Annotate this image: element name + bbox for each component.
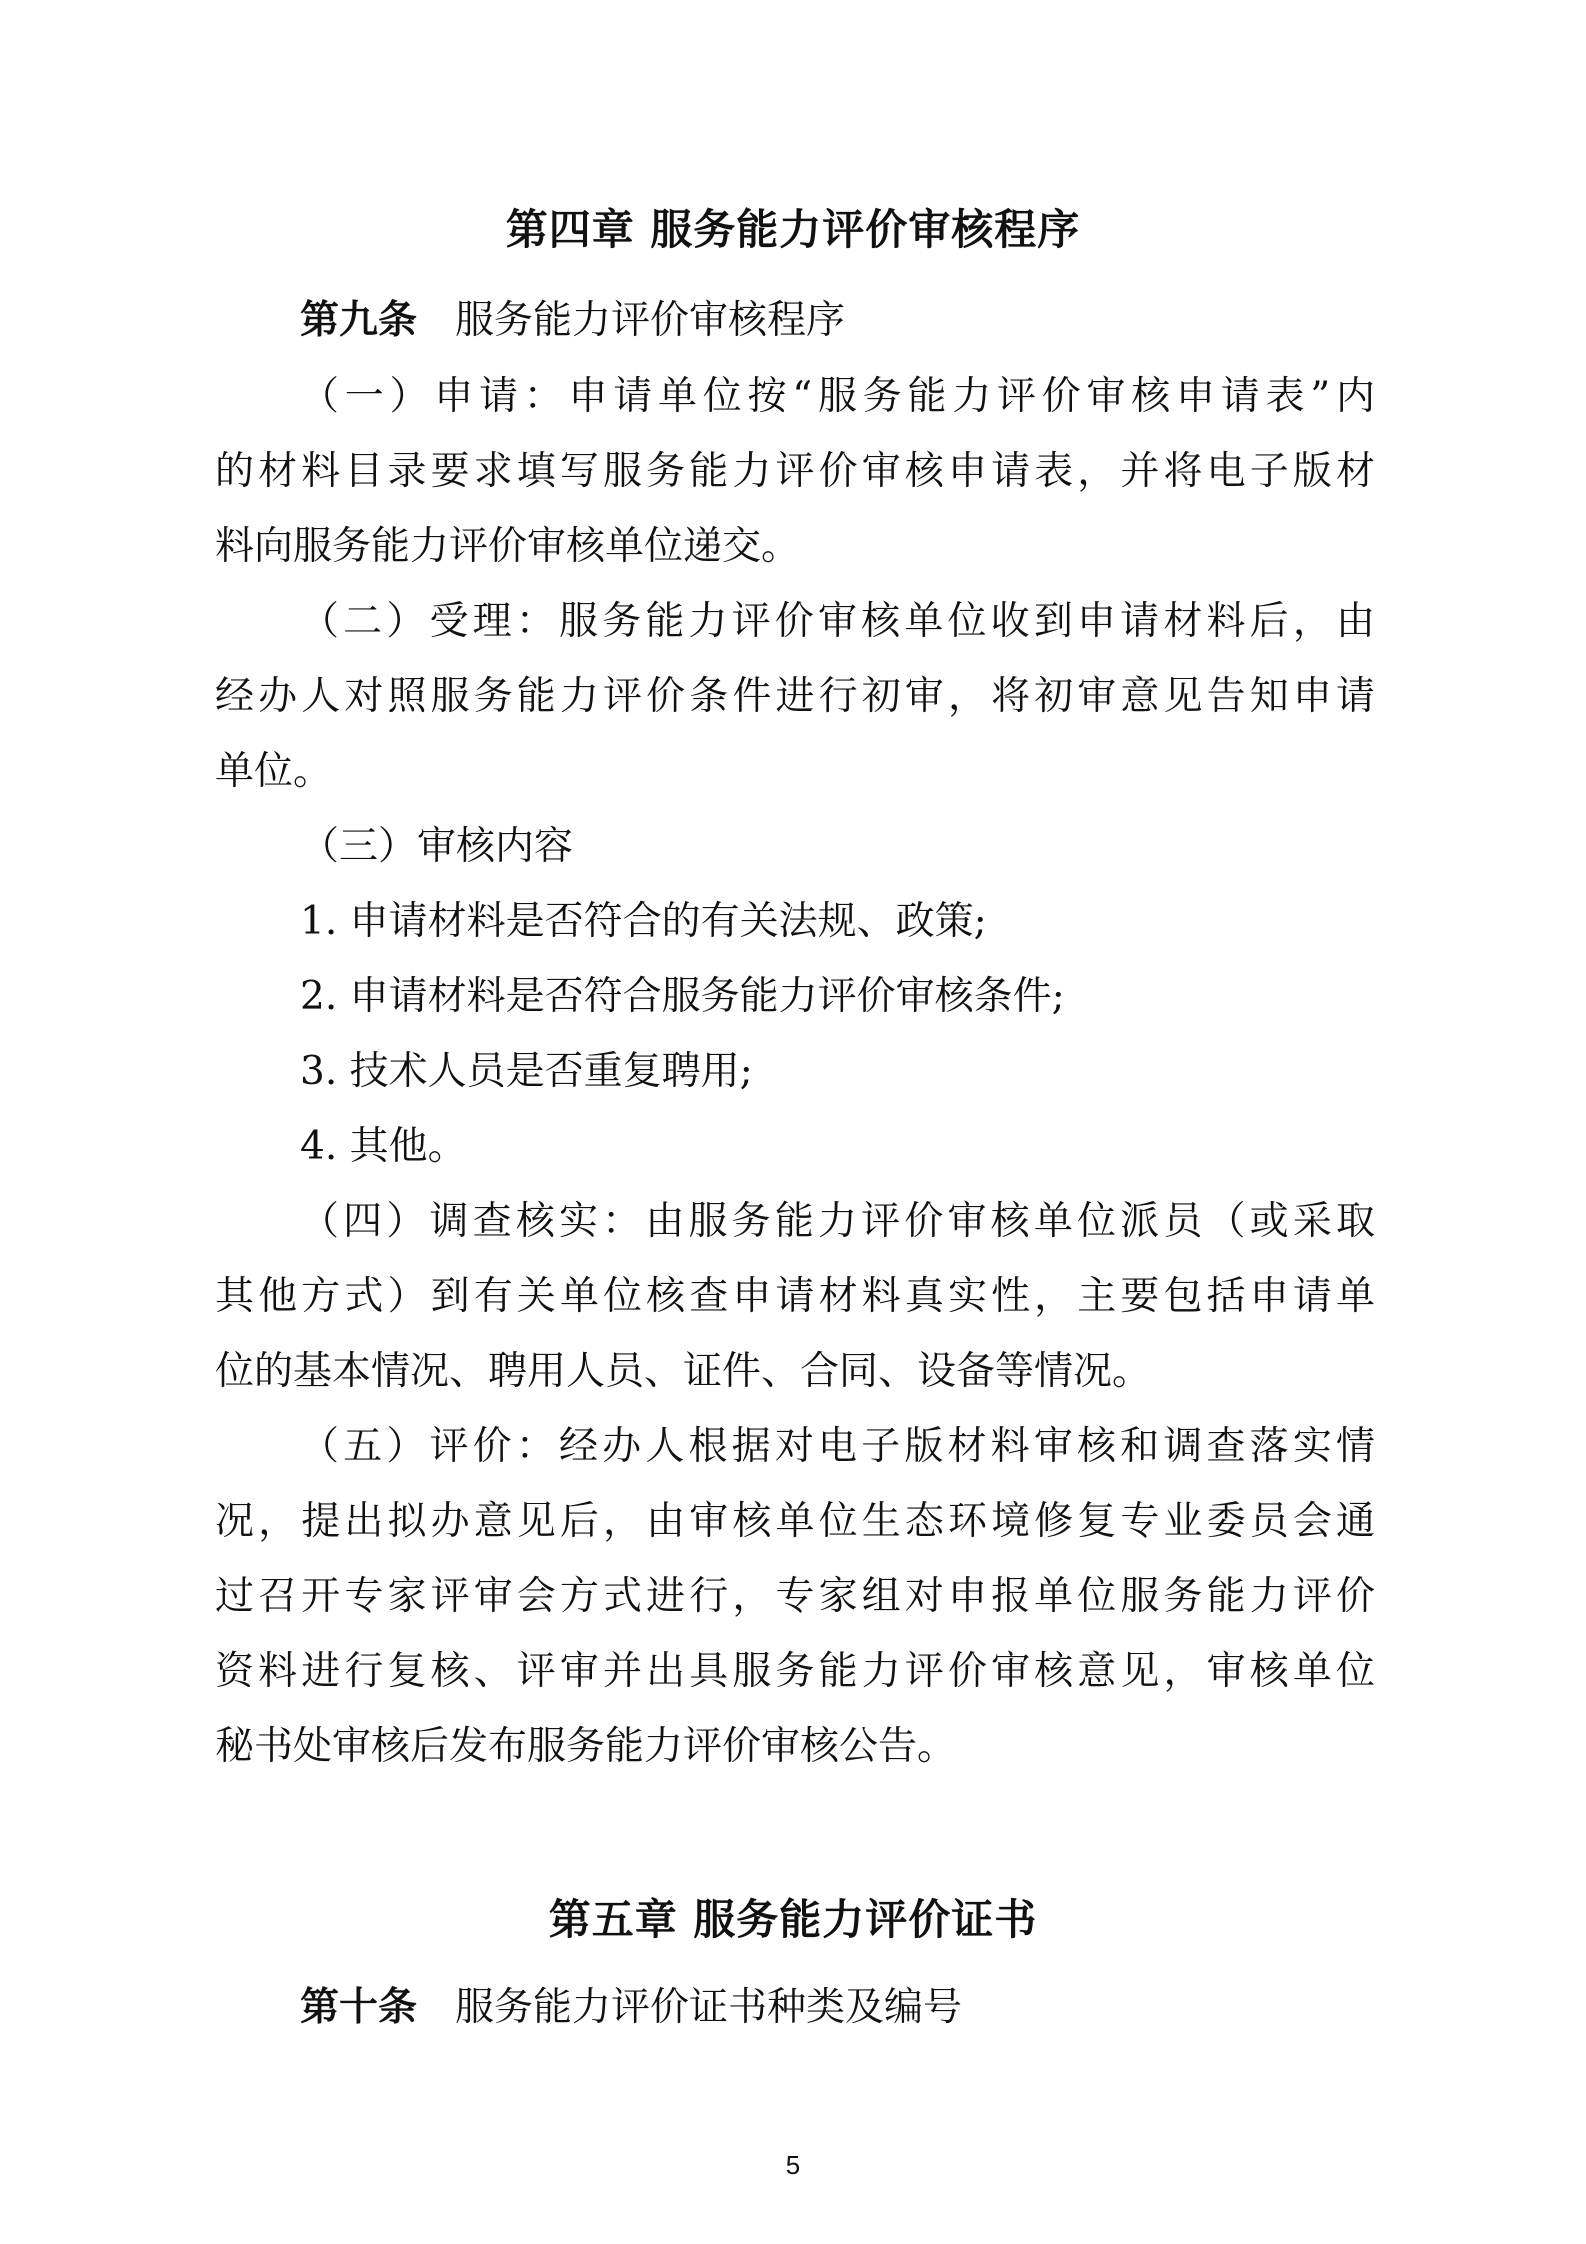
paragraph-line: 过召开专家评审会方式进行，专家组对申报单位服务能力评价 [215, 1574, 1375, 1619]
list-item: 4. 其他。 [300, 1124, 467, 1169]
paragraph-line: （五）评价：经办人根据对电子版材料审核和调查落实情 [300, 1424, 1375, 1469]
chapter-4-title: 第四章 服务能力评价审核程序 [505, 205, 1081, 254]
article-9-title: 服务能力评价审核程序 [455, 298, 846, 343]
article-10-label: 第十条 [300, 1985, 418, 2030]
paragraph-line: 资料进行复核、评审并出具服务能力评价审核意见，审核单位 [215, 1649, 1375, 1694]
article-10-heading [300, 1983, 962, 2033]
paragraph-line: 单位。 [215, 749, 333, 794]
list-item: 2. 申请材料是否符合服务能力评价审核条件; [300, 974, 1065, 1019]
list-item: 3. 技术人员是否重复聘用; [300, 1049, 753, 1094]
paragraph-line: （二）受理：服务能力评价审核单位收到申请材料后，由 [300, 599, 1375, 644]
paragraph-line: 况，提出拟办意见后，由审核单位生态环境修复专业委员会通 [215, 1499, 1375, 1544]
paragraph-line: （三）审核内容 [300, 824, 574, 869]
paragraph-line: 其他方式）到有关单位核查申请材料真实性，主要包括申请单 [215, 1274, 1375, 1319]
chapter-5-title: 第五章 服务能力评价证书 [548, 1895, 1038, 1944]
paragraph-line: 位的基本情况、聘用人员、证件、合同、设备等情况。 [215, 1349, 1152, 1394]
paragraph-line: 料向服务能力评价审核单位递交。 [215, 524, 801, 569]
paragraph-line: 经办人对照服务能力评价条件进行初审，将初审意见告知申请 [215, 674, 1375, 719]
list-item: 1. 申请材料是否符合的有关法规、政策; [300, 899, 987, 944]
paragraph-line: （一）申请：申请单位按“服务能力评价审核申请表”内 [300, 374, 1375, 419]
paragraph-line: （四）调查核实：由服务能力评价审核单位派员（或采取 [300, 1199, 1375, 1244]
article-10-title: 服务能力评价证书种类及编号 [455, 1985, 963, 2030]
article-9-label: 第九条 [300, 298, 418, 343]
page-number: 5 [785, 2150, 801, 2180]
paragraph-line: 秘书处审核后发布服务能力评价审核公告。 [215, 1724, 957, 1769]
paragraph-line: 的材料目录要求填写服务能力评价审核申请表，并将电子版材 [215, 449, 1375, 494]
article-9-heading [300, 296, 845, 346]
